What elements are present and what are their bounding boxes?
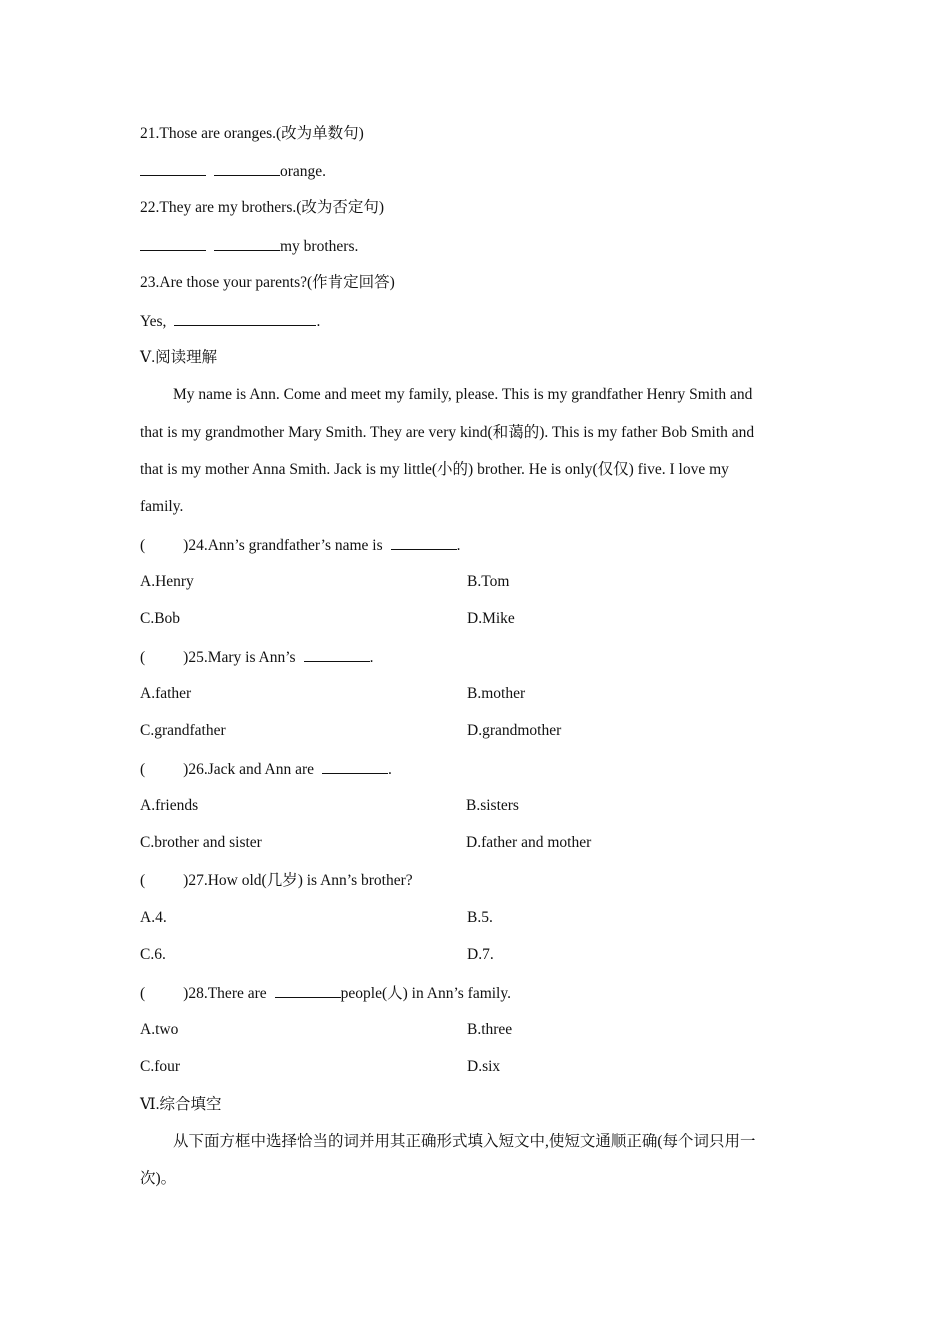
stem-text: 28.There are [188, 985, 267, 1002]
section-6-heading: Ⅵ.综合填空 [140, 1096, 222, 1113]
passage-line: family. [140, 498, 184, 515]
stem-text: 26.Jack and Ann are [188, 761, 315, 778]
stem-text: 24.Ann’s grandfather’s name is [188, 537, 383, 554]
answer-suffix: . [316, 313, 321, 330]
answer-blank[interactable] [140, 160, 206, 176]
option-a[interactable]: A.father [140, 685, 192, 702]
question-28-stem [140, 982, 511, 1004]
option-c[interactable]: C.four [140, 1058, 181, 1075]
passage-line: that is my mother Anna Smith. Jack is my little(小的) brother. He is only(仅仅) five. I love my [140, 461, 729, 478]
option-d[interactable]: D.six [467, 1058, 501, 1075]
question-24-stem [140, 534, 461, 556]
answer-paren-open: ( [140, 985, 146, 1002]
answer-paren-open: ( [140, 761, 146, 778]
option-a[interactable]: A.Henry [140, 573, 194, 590]
option-d[interactable]: D.grandmother [467, 722, 562, 739]
question-26-stem [140, 758, 392, 780]
answer-paren-open: ( [140, 649, 146, 666]
stem-text: 25.Mary is Ann’s [188, 649, 296, 666]
stem-text: . [369, 649, 374, 666]
answer-suffix: my brothers. [280, 238, 359, 255]
answer-prefix: Yes, [140, 313, 167, 330]
question-25-stem [140, 646, 373, 668]
section-6-instruction-continued: 次)。 [140, 1170, 177, 1187]
answer-paren-open: ( [140, 537, 146, 554]
answer-blank[interactable] [304, 646, 370, 662]
answer-paren-close: ) [183, 649, 189, 666]
answer-paren-close: ) [183, 761, 189, 778]
section-5-heading: Ⅴ.阅读理解 [140, 349, 218, 366]
stem-text: . [456, 537, 461, 554]
question-23-prompt: 23.Are those your parents?(作肯定回答) [140, 274, 395, 291]
passage-line: My name is Ann. Come and meet my family, please. This is my grandfather Henry Smith and [173, 386, 753, 403]
option-d[interactable]: D.father and mother [466, 834, 592, 851]
answer-blank[interactable] [140, 235, 206, 251]
answer-blank[interactable] [391, 534, 457, 550]
answer-paren-close: ) [183, 537, 189, 554]
answer-paren-close: ) [183, 985, 189, 1002]
option-a[interactable]: A.friends [140, 797, 199, 814]
answer-blank[interactable] [214, 235, 280, 251]
question-27-stem [140, 870, 413, 892]
option-d[interactable]: D.Mike [467, 610, 515, 627]
question-21-prompt: 21.Those are oranges.(改为单数句) [140, 125, 364, 142]
option-b[interactable]: B.5. [467, 909, 493, 926]
question-23-answer [140, 310, 320, 332]
stem-text: . [388, 761, 392, 778]
option-c[interactable]: C.grandfather [140, 722, 226, 739]
stem-text: people(人) in Ann’s family. [340, 985, 511, 1002]
option-b[interactable]: B.sisters [466, 797, 519, 814]
question-22-answer [140, 235, 358, 257]
option-c[interactable]: C.brother and sister [140, 834, 262, 851]
answer-blank[interactable] [275, 982, 341, 998]
answer-paren-open: ( [140, 872, 146, 889]
question-21-answer [140, 160, 326, 182]
option-c[interactable]: C.6. [140, 946, 166, 963]
option-b[interactable]: B.Tom [467, 573, 510, 590]
answer-suffix: orange. [280, 163, 327, 180]
question-22-prompt: 22.They are my brothers.(改为否定句) [140, 199, 385, 216]
option-d[interactable]: D.7. [467, 946, 494, 963]
answer-blank[interactable] [174, 310, 316, 326]
option-c[interactable]: C.Bob [140, 610, 181, 627]
option-a[interactable]: A.two [140, 1021, 179, 1038]
option-b[interactable]: B.mother [467, 685, 526, 702]
option-a[interactable]: A.4. [140, 909, 167, 926]
answer-blank[interactable] [214, 160, 280, 176]
section-6-instruction: 从下面方框中选择恰当的词并用其正确形式填入短文中,使短文通顺正确(每个词只用一 [173, 1133, 756, 1150]
answer-paren-close: ) [183, 872, 189, 889]
passage-line: that is my grandmother Mary Smith. They are very kind(和蔼的). This is my father Bob Smith and [140, 424, 755, 441]
option-b[interactable]: B.three [467, 1021, 513, 1038]
stem-text: 27.How old(几岁) is Ann’s brother? [188, 872, 413, 889]
answer-blank[interactable] [322, 758, 388, 774]
